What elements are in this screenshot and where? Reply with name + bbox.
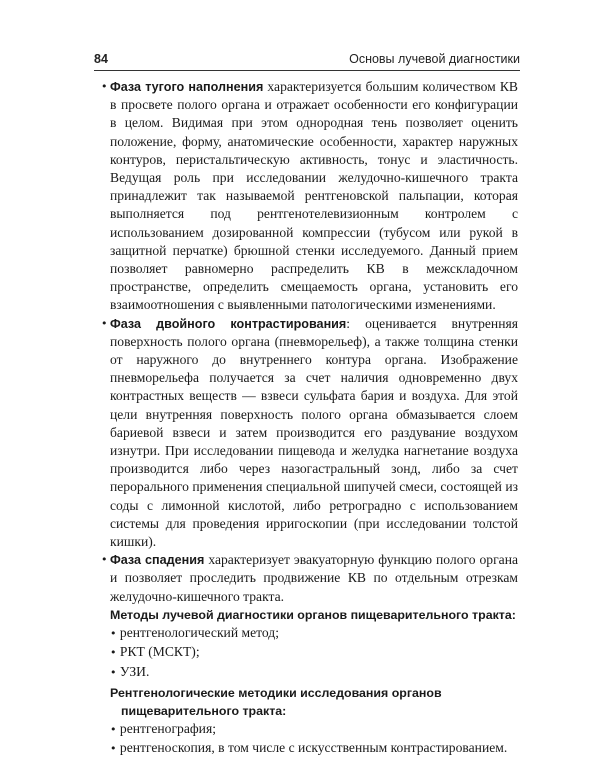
list-item-text: УЗИ. [119, 663, 150, 679]
phase-text: характеризуется большим количеством КВ в просвете полого органа и отражает особенности его конфигурации в целом. Видимая при этом однородная тень позволяет оценить положение, форму, анатомические особенности, характер наружных контуров, перистальтическую активность, тонус и эластичность. Ведущая роль при исследовании желудочно-кишечного тракта принадлежит так называемой рентгеновской пальпации, которая выполняется под рентгенотелевизионным контролем с использованием дозированной компрессии (тубусом или рукой в защитной перчатке) брюшной стенки исследуемого. Данный прием позволяет равномерно распределить КВ в межскладочном пространстве, определить смещаемость органа, установить его взаимоотношения с выявленными патологическими изменениями. [110, 79, 518, 313]
running-title: Основы лучевой диагностики [349, 52, 520, 66]
phase-text: : оценивается внутренняя поверхность полого органа (пневморельеф), а также толщина стенки от наружного до внутреннего контура органа. Изображение пневморельефа получается за счет наличия одновременно двух контрастных веществ — взвеси сульфата бария и воздуха. Для этой цели внутренняя поверхность полого органа обмазывается слоем бариевой взвеси и затем производится его раздувание воздухом изнутри. При исследовании пищевода и желудка нагнетание воздуха производится либо через назогастральный зонд, либо за счет перорального применения специальной шипучей смеси, состоящей из соды с лимонной кислотой, либо ретроградно с использованием системы для проведения ирригоскопии (при исследовании толстой кишки). [110, 315, 518, 550]
bullet-marker: • [101, 316, 108, 330]
bullet-marker: • [101, 80, 108, 93]
list-item-text: РКТ (МСКТ); [119, 644, 200, 660]
phase-text: характеризует эвакуаторную функцию полого органа и позволяет проследить продвижение КВ по отдельным отрезкам желудочно-кишечного тракта. [110, 552, 518, 604]
bullet-marker: • [110, 742, 117, 756]
page-number: 84 [94, 52, 108, 66]
bullet-marker: • [101, 553, 108, 567]
page-body [101, 78, 518, 759]
phase-paragraph-tight-filling [101, 78, 518, 315]
phase-term: Фаза спадения [110, 553, 205, 568]
running-header [94, 48, 520, 70]
list-item-text: рентгенологический метод; [119, 625, 279, 641]
bullet-marker: • [110, 665, 117, 679]
phase-paragraph-collapse [101, 551, 518, 606]
phase-term: Фаза тугого наполнения [110, 80, 264, 94]
bullet-marker: • [110, 646, 117, 660]
list-item-text: рентгеноскопия, в том числе с искусственным контрастированием. [119, 740, 508, 756]
list-item [110, 739, 518, 758]
techniques-heading: Рентгенологические методики исследования органов пищеварительного тракта: [110, 685, 442, 718]
phase-paragraph-double-contrast [101, 315, 518, 552]
bullet-marker: • [110, 723, 117, 737]
list-item [110, 643, 518, 662]
list-item [110, 720, 518, 739]
bullet-marker: • [110, 627, 117, 641]
header-rule [94, 70, 520, 71]
phase-term: Фаза двойного контрастирования [110, 316, 347, 331]
list-item [110, 624, 518, 643]
list-item [110, 663, 518, 682]
list-item-text: рентгенография; [119, 721, 216, 737]
methods-heading: Методы лучевой диагностики органов пищеварительного тракта: [110, 607, 516, 622]
